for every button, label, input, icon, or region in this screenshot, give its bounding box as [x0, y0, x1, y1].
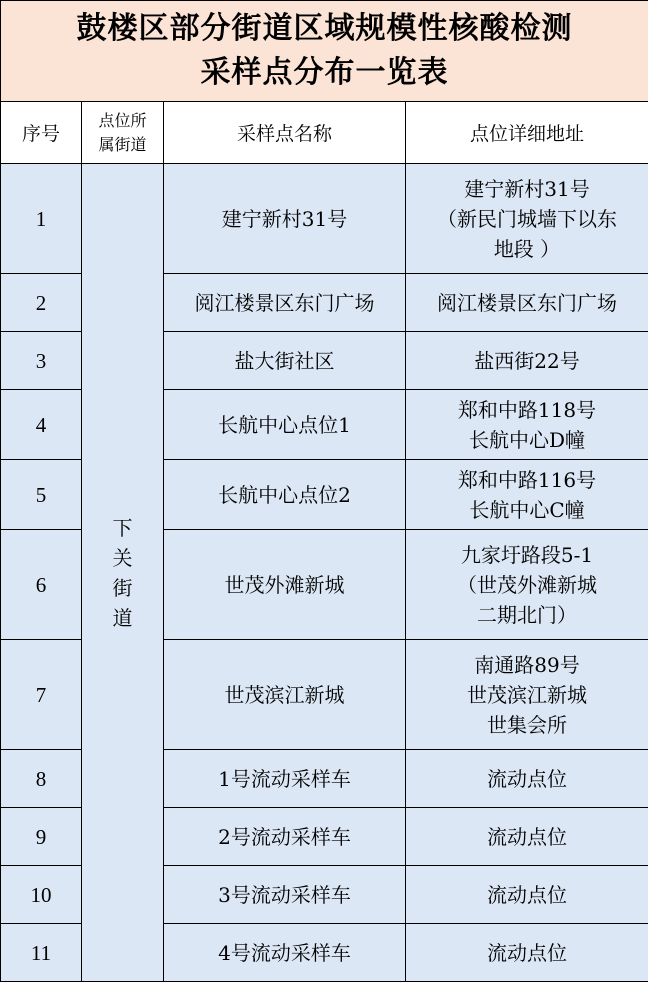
- title-line-2: 采样点分布一览表: [1, 51, 648, 95]
- row-index: 8: [1, 750, 82, 808]
- sampling-point-name-text: 世茂外滩新城: [225, 573, 345, 597]
- sampling-point-name: [164, 274, 406, 332]
- sampling-point-name-text: 阅江楼景区东门广场: [195, 291, 375, 315]
- address-line: 郑和中路116号: [406, 465, 648, 495]
- address-line: 地段 ）: [406, 234, 648, 264]
- sampling-point-address: [406, 164, 648, 274]
- sampling-point-address: [406, 390, 648, 460]
- row-index: 11: [1, 924, 82, 982]
- row-index: 9: [1, 808, 82, 866]
- sampling-point-address: [406, 808, 648, 866]
- table-row: [1, 164, 648, 274]
- address-line: 长航中心C幢: [406, 495, 648, 525]
- sampling-point-name: [164, 390, 406, 460]
- address-line: 建宁新村31号: [406, 174, 648, 204]
- header-street-line-1: 点位所: [82, 109, 163, 133]
- sampling-point-address: [406, 750, 648, 808]
- sampling-point-address: [406, 530, 648, 640]
- row-index: 5: [1, 460, 82, 530]
- address-line: 流动点位: [406, 880, 648, 910]
- sampling-point-name-text: 建宁新村31号: [222, 207, 347, 231]
- title-line-1: 鼓楼区部分街道区域规模性核酸检测: [1, 7, 648, 51]
- street-name: 下关街道: [112, 513, 134, 633]
- street-cell: [82, 164, 164, 982]
- sampling-point-address: [406, 332, 648, 390]
- row-index: 6: [1, 530, 82, 640]
- row-index: 1: [1, 164, 82, 274]
- address-line: 流动点位: [406, 764, 648, 794]
- header-name: 采样点名称: [164, 102, 406, 164]
- row-index: 3: [1, 332, 82, 390]
- address-line: 流动点位: [406, 822, 648, 852]
- header-index: 序号: [1, 102, 82, 164]
- header-street: [82, 102, 164, 164]
- address-line: 盐西街22号: [406, 346, 648, 376]
- sampling-point-address: [406, 274, 648, 332]
- sampling-point-name-text: 3号流动采样车: [218, 883, 351, 907]
- address-line: 阅江楼景区东门广场: [406, 288, 648, 318]
- sampling-point-name: [164, 750, 406, 808]
- sampling-point-name: [164, 530, 406, 640]
- row-index: 4: [1, 390, 82, 460]
- sampling-point-address: [406, 460, 648, 530]
- sampling-point-name: [164, 808, 406, 866]
- row-index: 7: [1, 640, 82, 750]
- sampling-point-name-text: 1号流动采样车: [218, 767, 351, 791]
- sampling-point-name: [164, 460, 406, 530]
- address-line: 南通路89号: [406, 650, 648, 680]
- sampling-point-address: [406, 866, 648, 924]
- sampling-point-name-text: 盐大街社区: [235, 349, 335, 373]
- sampling-point-name: [164, 164, 406, 274]
- address-line: 世集会所: [406, 710, 648, 740]
- sampling-point-name: [164, 866, 406, 924]
- row-index: 10: [1, 866, 82, 924]
- row-index: 2: [1, 274, 82, 332]
- address-line: （世茂外滩新城: [406, 570, 648, 600]
- sampling-point-name: [164, 924, 406, 982]
- sampling-point-name: [164, 640, 406, 750]
- address-line: 九家圩路段5-1: [406, 540, 648, 570]
- sampling-point-name-text: 长航中心点位1: [218, 413, 351, 437]
- address-line: 二期北门）: [406, 600, 648, 630]
- sampling-point-name-text: 2号流动采样车: [218, 825, 351, 849]
- sampling-point-name-text: 长航中心点位2: [218, 483, 351, 507]
- address-line: 流动点位: [406, 938, 648, 968]
- sampling-point-address: [406, 924, 648, 982]
- address-line: （新民门城墙下以东: [406, 204, 648, 234]
- sampling-point-address: [406, 640, 648, 750]
- table-title: [1, 1, 648, 102]
- header-row: [1, 102, 648, 164]
- table-body: [1, 164, 648, 982]
- address-line: 世茂滨江新城: [406, 680, 648, 710]
- sampling-point-name: [164, 332, 406, 390]
- address-line: 郑和中路118号: [406, 395, 648, 425]
- sampling-point-name-text: 世茂滨江新城: [225, 683, 345, 707]
- header-street-line-2: 属街道: [82, 133, 163, 157]
- address-line: 长航中心D幢: [406, 425, 648, 455]
- sampling-point-name-text: 4号流动采样车: [218, 941, 351, 965]
- header-address: 点位详细地址: [406, 102, 648, 164]
